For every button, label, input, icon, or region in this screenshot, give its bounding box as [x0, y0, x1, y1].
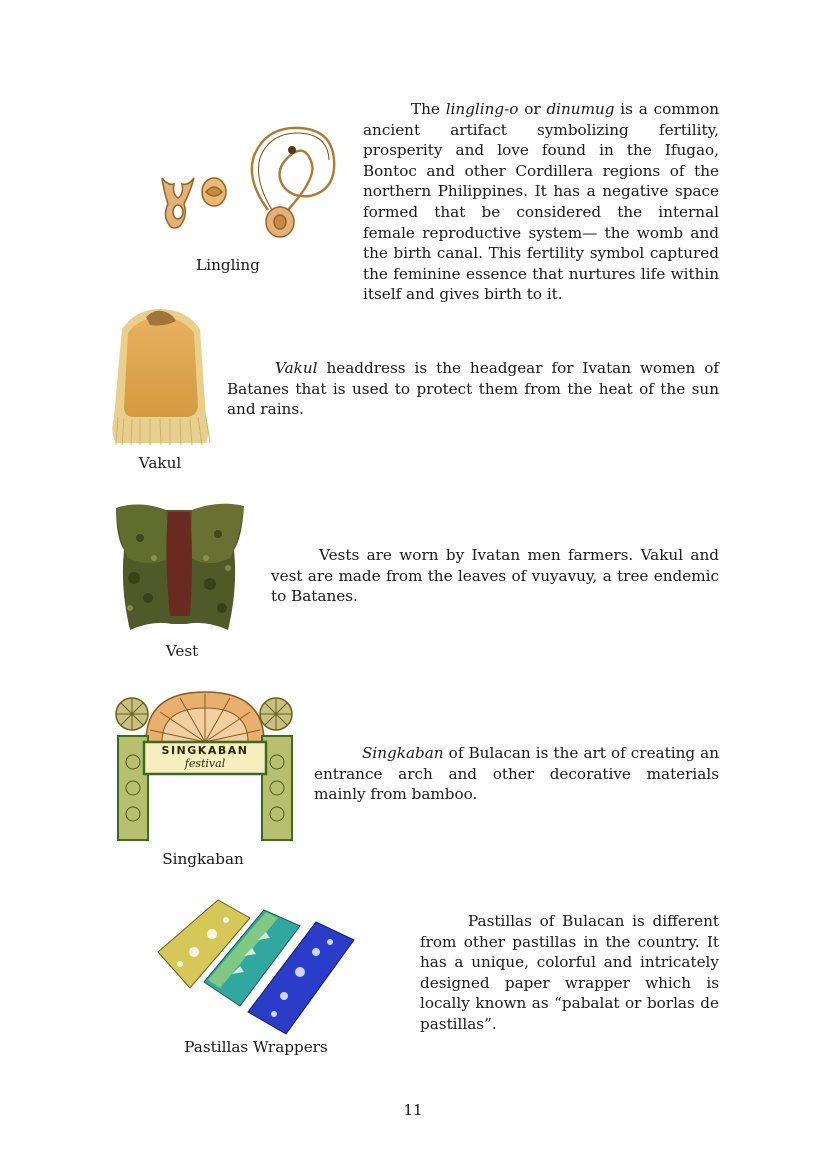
vakul-caption: Vakul — [138, 454, 182, 472]
singkaban-paragraph: Singkaban of Bulacan is the art of creating an entrance arch and other decorative materials mainly from bamboo. — [314, 744, 719, 804]
lingling-ornament-middle — [202, 178, 226, 206]
dinumug-term: dinumug — [546, 100, 615, 118]
lingling-ornament-left — [162, 178, 194, 228]
pastillas-paragraph: Pastillas of Bulacan is different from other pastillas in the country. It has a unique, colorful and intricately designed paper wrapper which is locally known as “pabalat or borlas de pastillas”. — [420, 912, 719, 1033]
singkaban-wheel-left — [116, 698, 148, 730]
singkaban-term: Singkaban — [362, 744, 444, 762]
singkaban-illustration — [110, 686, 300, 842]
lingling-caption: Lingling — [196, 256, 260, 274]
lingling-pendant — [252, 128, 334, 212]
singkaban-wheel-right — [260, 698, 292, 730]
vakul-paragraph: Vakul headdress is the headgear for Ivatan women of Batanes that is used to protect them from the heat of the sun and rains. — [227, 359, 719, 419]
lingling-paragraph: The lingling-o or dinumug is a common ancient artifact symbolizing fertility, prosperity and love found in the Ifugao, Bontoc and other Cordillera regions of the northern Philippines. It has a negative space formed that be considered the internal female reproductive system— the womb and the birth canal. This fertility symbol captured the feminine essence that nurtures life within itself and gives birth to it. — [363, 100, 719, 304]
vest-caption: Vest — [165, 642, 199, 660]
singkaban-caption: Singkaban — [162, 850, 244, 868]
vakul-term: Vakul — [275, 359, 318, 377]
pastillas-illustration — [154, 896, 358, 1036]
singkaban-sign-line-2: festival — [184, 757, 226, 770]
vakul-illustration — [106, 305, 216, 447]
lingling-o-term: lingling-o — [445, 100, 519, 118]
pastillas-caption: Pastillas Wrappers — [184, 1038, 328, 1056]
vest-illustration — [110, 498, 248, 636]
vest-paragraph: Vests are worn by Ivatan men farmers. Vakul and vest are made from the leaves of vuyavuy, a tree endemic to Batanes. — [271, 546, 719, 606]
lingling-pendant-charm — [266, 207, 294, 237]
page-number: 11 — [403, 1101, 423, 1119]
lingling-illustration — [150, 120, 340, 242]
singkaban-sign-line-1: SINGKABAN — [161, 744, 249, 757]
